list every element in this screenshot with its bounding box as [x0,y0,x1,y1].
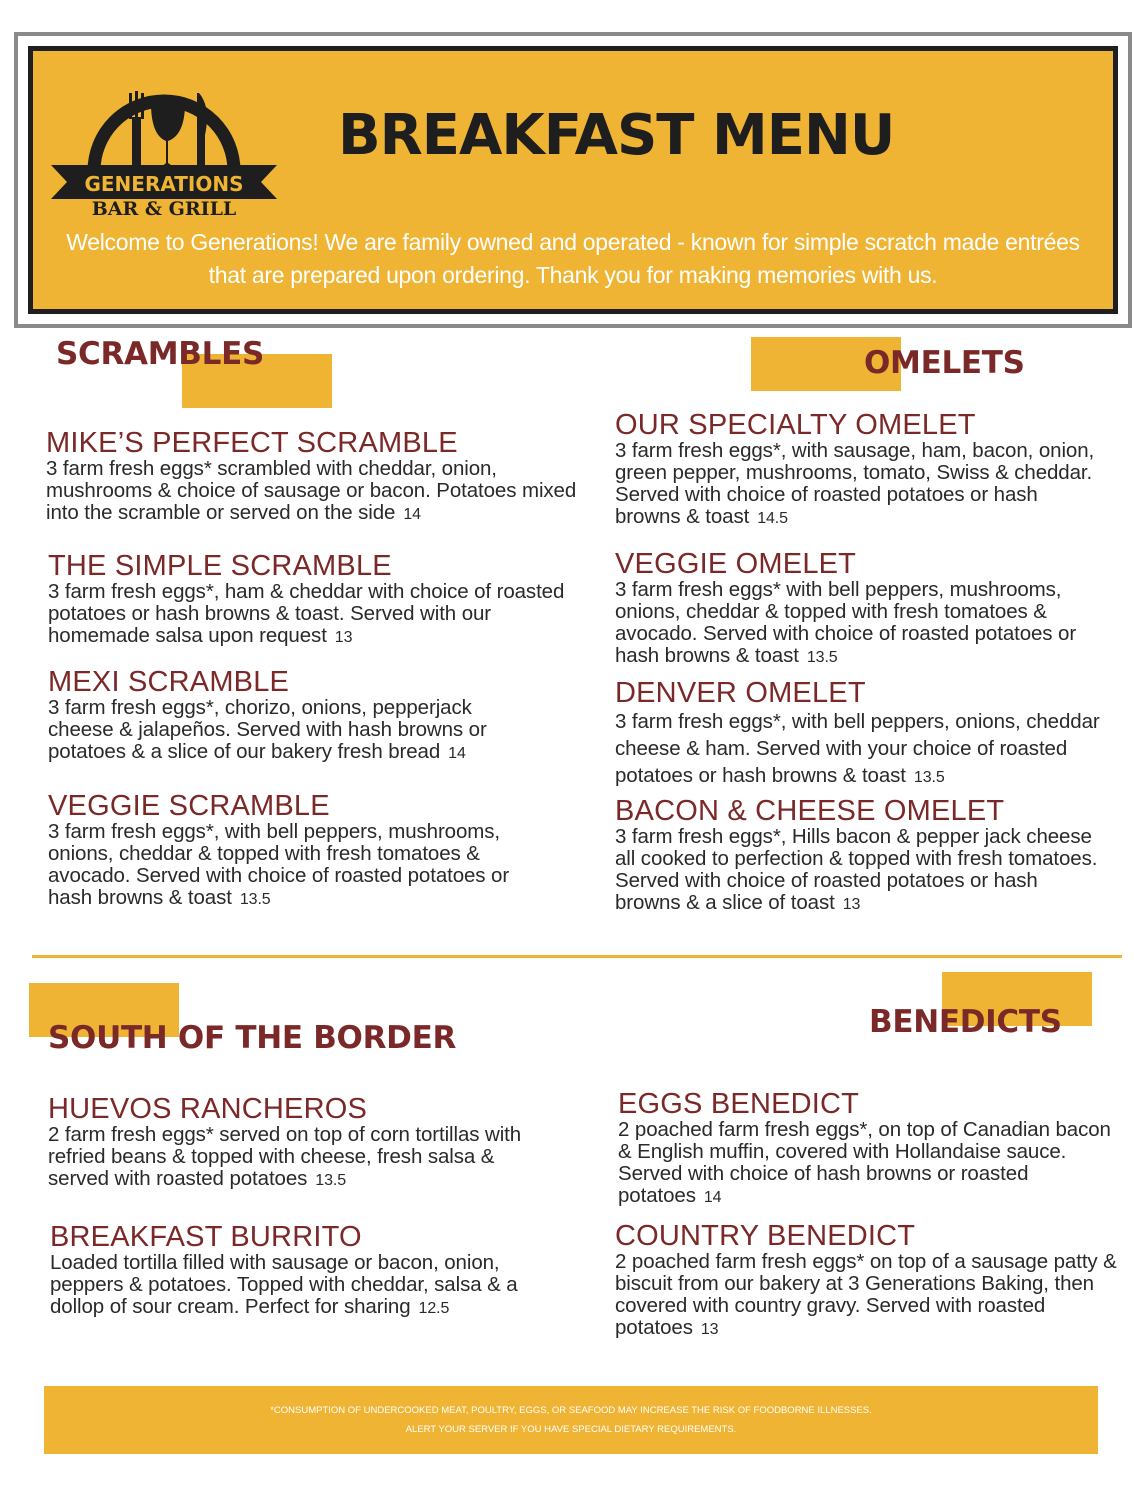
item-name: BREAKFAST BURRITO [50,1221,362,1253]
item-name: VEGGIE OMELET [615,548,857,580]
item-description: Loaded tortilla filled with sausage or bacon, onion, peppers & potatoes. Topped with cheddar, salsa & a dollop of sour cream. Perfect for sharing 12.5 [50,1251,518,1318]
item-name: MIKE’S PERFECT SCRAMBLE [46,427,458,459]
section-title-omelets: OMELETS [864,345,1025,381]
item-price: 13 [842,896,861,913]
logo-line1: GENERATIONS [84,172,244,196]
item-name: BACON & CHEESE OMELET [615,795,1005,827]
menu-item [615,549,1105,669]
item-price: 14.5 [757,510,788,527]
item-price: 14 [403,506,421,523]
item-name: THE SIMPLE SCRAMBLE [48,550,392,582]
item-description: 2 farm fresh eggs* served on top of corn tortillas with refried beans & topped with cheese, fresh salsa & served with roasted potatoes 13.5 [48,1123,522,1190]
disclaimer-line-2: ALERT YOUR SERVER IF YOU HAVE SPECIAL DIETARY REQUIREMENTS. [405,1424,737,1435]
menu-item [615,678,1105,791]
welcome-text: Welcome to Generations! We are family owned and operated - known for simple scratch made entrées that are prepared upon ordering. Thank you for making memories with us. [66,229,1080,288]
item-price: 14 [448,745,466,762]
menu-item [48,791,528,911]
logo-graphic [49,51,279,221]
item-description: 3 farm fresh eggs*, with sausage, ham, bacon, onion, green pepper, mushrooms, tomato, Swiss & cheddar. Served with choice of roasted potatoes or hash browns & toast 14.5 [615,439,1095,528]
item-price: 13.5 [806,649,838,666]
item-name: HUEVOS RANCHEROS [48,1093,368,1125]
section-title-benedicts: BENEDICTS [869,1004,1062,1040]
menu-item [618,1089,1118,1209]
section-divider [32,955,1122,958]
page-title: BREAKFAST MENU [338,103,895,168]
menu-item [48,1094,548,1192]
item-description: 3 farm fresh eggs* with bell peppers, mushrooms, onions, cheddar & topped with fresh tomatoes & avocado. Served with choice of roasted potatoes or hash browns & toast 13.5 [615,578,1077,667]
item-description: 2 poached farm fresh eggs*, on top of Canadian bacon & English muffin, covered with Hollandaise sauce. Served with choice of hash browns or roasted potatoes 14 [618,1118,1111,1207]
item-price: 13 [700,1321,719,1338]
item-name: MEXI SCRAMBLE [48,666,290,698]
item-name: COUNTRY BENEDICT [615,1220,916,1252]
menu-item [615,796,1105,916]
item-description: 3 farm fresh eggs*, chorizo, onions, pepperjack cheese & jalapeños. Served with hash browns or potatoes & a slice of our bakery fresh bread 14 [48,696,487,763]
item-description: 3 farm fresh eggs* scrambled with cheddar, onion, mushrooms & choice of sausage or bacon. Potatoes mixed into the scramble or served on the side 14 [46,457,577,524]
item-name: VEGGIE SCRAMBLE [48,790,330,822]
footer-disclaimer [44,1386,1098,1454]
item-price: 12.5 [418,1300,450,1317]
generations-logo [49,51,279,221]
item-price: 14 [703,1189,722,1206]
menu-item [48,667,518,765]
header-frame [14,32,1132,328]
section-title-scrambles: SCRAMBLES [56,336,264,372]
section-title-south-of-the-border: SOUTH OF THE BORDER [48,1020,457,1056]
item-description: 2 poached farm fresh eggs* on top of a sausage patty & biscuit from our bakery at 3 Generations Baking, then covered with country gravy. Served with roasted potatoes 13 [615,1250,1117,1339]
logo-line2: BAR & GRILL [91,198,237,220]
item-name: DENVER OMELET [615,677,866,709]
menu-item [48,551,593,649]
item-price: 13.5 [315,1172,347,1189]
menu-item [615,410,1105,530]
item-description: 3 farm fresh eggs*, Hills bacon & pepper jack cheese all cooked to perfection & topped with fresh tomatoes. Served with choice of roasted potatoes or hash browns & a slice of toast 13 [615,825,1098,914]
menu-item [615,1221,1120,1341]
item-price: 13 [334,629,353,646]
item-description: 3 farm fresh eggs*, with bell peppers, onions, cheddar cheese & ham. Served with your choice of roasted potatoes or hash browns & toast 13.5 [615,710,1100,787]
header-box [28,46,1118,314]
menu-item [50,1222,550,1320]
item-name: OUR SPECIALTY OMELET [615,409,976,441]
item-price: 13.5 [913,769,945,786]
item-price: 13.5 [239,891,271,908]
menu-item [46,428,586,526]
item-description: 3 farm fresh eggs*, with bell peppers, mushrooms, onions, cheddar & topped with fresh tomatoes & avocado. Served with choice of roasted potatoes or hash browns & toast 13.5 [48,820,510,909]
item-description: 3 farm fresh eggs*, ham & cheddar with choice of roasted potatoes or hash browns & toast. Served with our homemade salsa upon request 13 [48,580,565,647]
item-name: EGGS BENEDICT [618,1088,860,1120]
disclaimer-line-1: *CONSUMPTION OF UNDERCOOKED MEAT, POULTRY, EGGS, OR SEAFOOD MAY INCREASE THE RISK OF FOODBORNE ILLNESSES. [270,1405,872,1416]
